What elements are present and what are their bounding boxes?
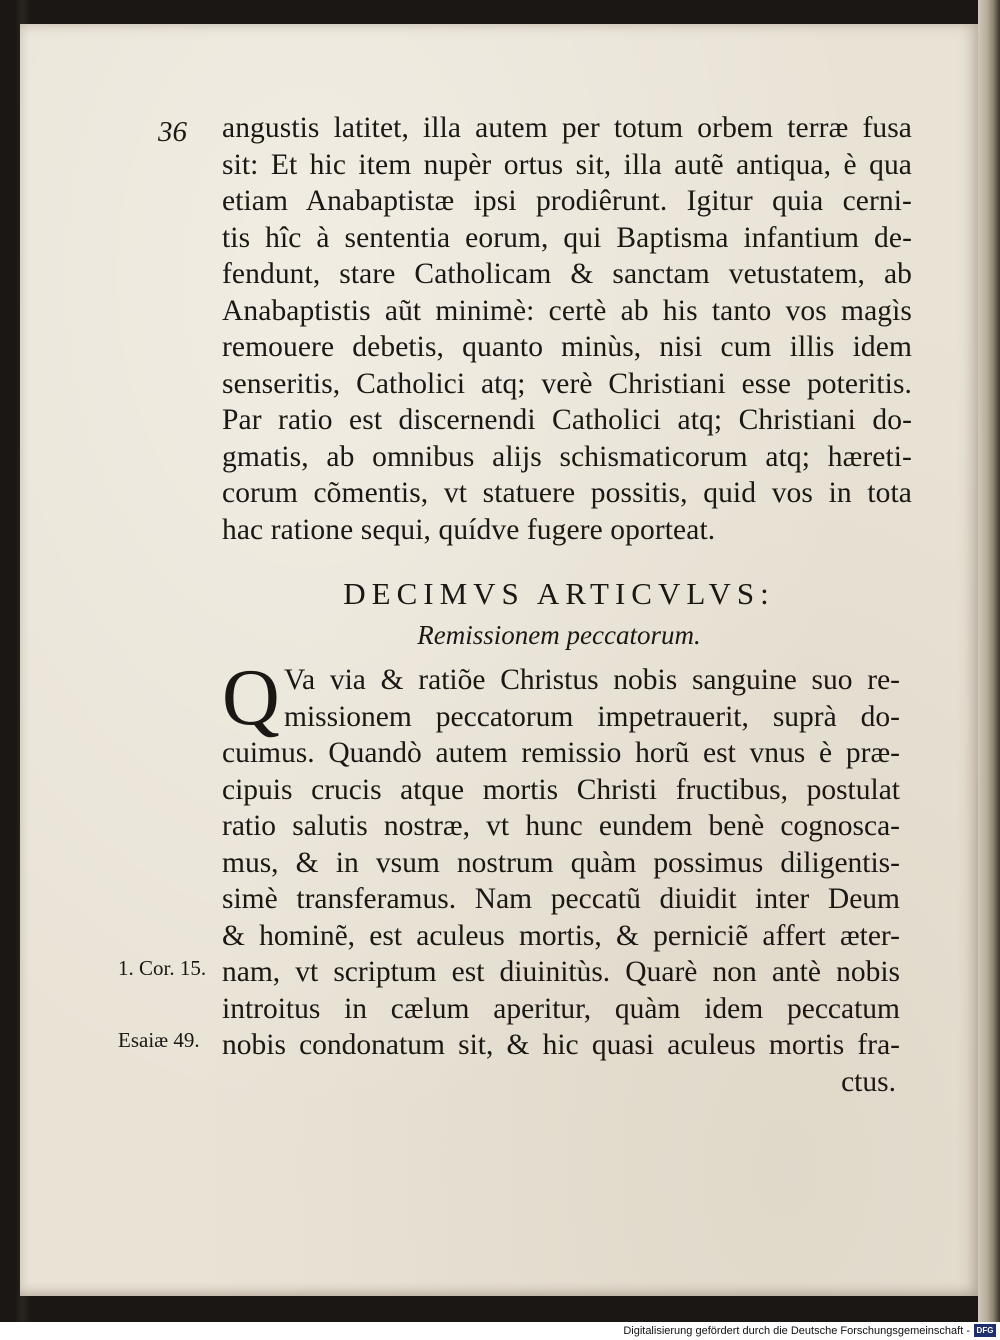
text-line: etiam Anabaptistæ ipsi prodiêrunt. Igitur quia cerni- bbox=[222, 185, 912, 217]
paragraph-2 bbox=[222, 662, 900, 1100]
page-number: 36 bbox=[158, 116, 187, 148]
text-line: corum cõmentis, vt statuere possitis, quid vos in tota bbox=[222, 477, 912, 509]
footer-credit: Digitalisierung gefördert durch die Deutsche Forschungsgemeinschaft - bbox=[623, 1325, 970, 1337]
text-line: remouere debetis, quanto minùs, nisi cum illis idem bbox=[222, 331, 912, 363]
margin-note: 1. Cor. 15. bbox=[118, 956, 207, 980]
text-line: angustis latitet, illa autem per totum orbem terræ fusa bbox=[222, 112, 912, 144]
footer-bar bbox=[0, 1322, 1000, 1340]
text-line: tis hîc à sententia eorum, qui Baptisma infantium de- bbox=[222, 221, 912, 254]
text-line: fendunt, stare Catholicam & sanctam vetustatem, ab bbox=[222, 258, 912, 290]
page-edge bbox=[978, 0, 1000, 1322]
text-line: Anabaptistis aũt minimè: certè ab his tanto vos magìs bbox=[222, 294, 912, 327]
text-line: ctus. bbox=[841, 1065, 896, 1098]
text-line: & hominẽ, est aculeus mortis, & perniciẽ affert æter- bbox=[222, 919, 900, 952]
text-line: introitus in cælum aperitur, quàm idem peccatum bbox=[222, 992, 900, 1025]
text-line: cuimus. Quandò autem remissio horũ est vnus è præ- bbox=[222, 737, 900, 769]
drop-cap: Q bbox=[222, 654, 280, 742]
text-line: sit: Et hic item nupèr ortus sit, illa autẽ antiqua, è qua bbox=[222, 148, 912, 181]
dfg-logo: DFG bbox=[974, 1324, 996, 1337]
text-line: gmatis, ab omnibus alijs schismaticorum atq; hæreti- bbox=[222, 440, 912, 473]
text-line: Par ratio est discernendi Catholici atq; Christiani do- bbox=[222, 404, 912, 436]
text-line: cipuis crucis atque mortis Christi fructibus, postulat bbox=[222, 773, 900, 806]
text-line: hac ratione sequi, quídve fugere oporteat. bbox=[222, 513, 716, 546]
text-line: ratio salutis nostræ, vt hunc eundem benè cognosca- bbox=[222, 810, 900, 842]
text-line: missionem peccatorum impetrauerit, suprà do- bbox=[284, 700, 900, 733]
text-line: Va via & ratiõe Christus nobis sanguine suo re- bbox=[284, 664, 900, 696]
section-subheading: Remissionem peccatorum. bbox=[417, 620, 701, 650]
text-line: nam, vt scriptum est diuinitùs. Quarè non antè nobis bbox=[222, 956, 900, 988]
text-line: nobis condonatum sit, & hic quasi aculeus mortis fra- bbox=[222, 1029, 900, 1061]
section-heading: DECIMVS ARTICVLVS: bbox=[343, 576, 775, 611]
paragraph-1 bbox=[222, 110, 912, 548]
margin-note: Esaiæ 49. bbox=[118, 1028, 200, 1052]
text-line: simè transferamus. Nam peccatũ diuidit inter Deum bbox=[222, 883, 900, 915]
text-line: mus, & in vsum nostrum quàm possimus diligentis- bbox=[222, 846, 900, 879]
text-line: senseritis, Catholici atq; verè Christiani esse poteritis. bbox=[222, 367, 912, 400]
